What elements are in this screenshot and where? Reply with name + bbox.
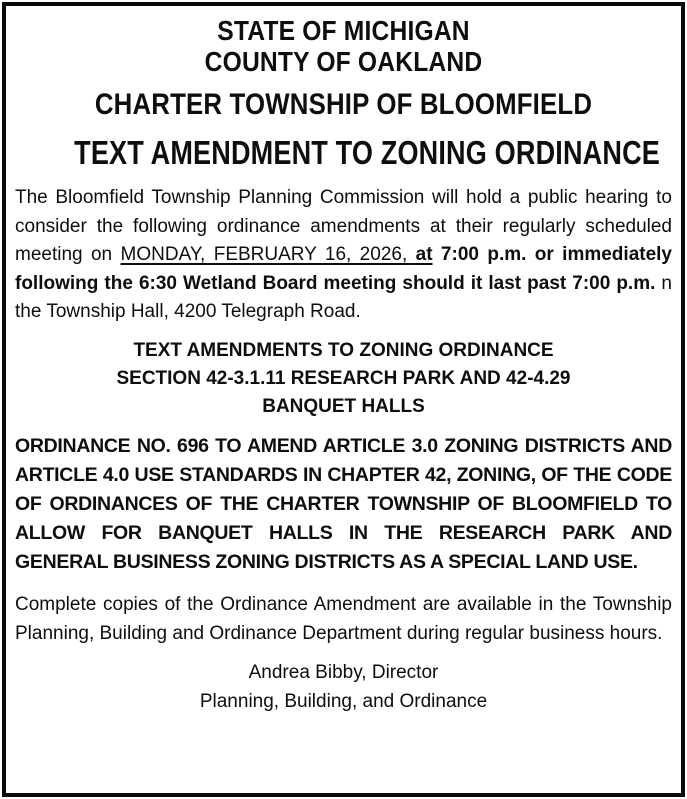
notice-header (15, 15, 672, 171)
ordinance-description-paragraph: ORDINANCE NO. 696 TO AMEND ARTICLE 3.0 ZONING DISTRICTS AND ARTICLE 4.0 USE STANDARDS IN CHAPTER 42, ZONING, OF THE CODE OF ORDINANCES OF THE CHARTER TOWNSHIP OF BLOOMFIELD TO ALLOW FOR BANQUET HALLS IN THE RESEARCH PARK AND GENERAL BUSINESS ZONING DISTRICTS AS A SPECIAL LAND USE. (15, 434, 672, 573)
header-state-line: STATE OF MICHIGAN (217, 15, 470, 46)
hearing-time-bold-text: 7:00 p.m. or immediately following the 6:30 Wetland Board meeting should it last past 7:00 p.m. (15, 244, 672, 294)
hearing-date-at-word: at (415, 244, 433, 265)
header-notice-title: TEXT AMENDMENT TO ZONING ORDINANCE (74, 134, 660, 171)
hearing-text-start: The Bloomfield Township Planning Commission will hold a public hearing to consider the following ordinance amendments at their regularly scheduled meeting on (15, 187, 672, 265)
hearing-date-underlined (121, 244, 433, 265)
legal-notice-document (2, 2, 685, 797)
copies-availability-paragraph: Complete copies of the Ordinance Amendment are available in the Township Planning, Building and Ordinance Department during regular business hours. (15, 593, 672, 644)
amendments-subheading (15, 337, 672, 421)
hearing-announcement-paragraph (15, 184, 672, 327)
signature-department: Planning, Building, and Ordinance (199, 690, 488, 712)
subheading-line-1: TEXT AMENDMENTS TO ZONING ORDINANCE (133, 339, 554, 361)
signature-name-title: Andrea Bibby, Director (248, 661, 439, 683)
header-township-line: CHARTER TOWNSHIP OF BLOOMFIELD (94, 88, 593, 121)
hearing-date-text: MONDAY, FEBRUARY 16, 2026, (120, 244, 416, 265)
subheading-line-2: SECTION 42-3.1.11 RESEARCH PARK AND 42-4.29 (116, 367, 571, 389)
header-county-line: COUNTY OF OAKLAND (204, 46, 483, 77)
hearing-location-text: n the Township Hall, 4200 Telegraph Road. (15, 272, 672, 322)
signature-block (15, 658, 672, 716)
subheading-line-3: BANQUET HALLS (262, 395, 425, 417)
